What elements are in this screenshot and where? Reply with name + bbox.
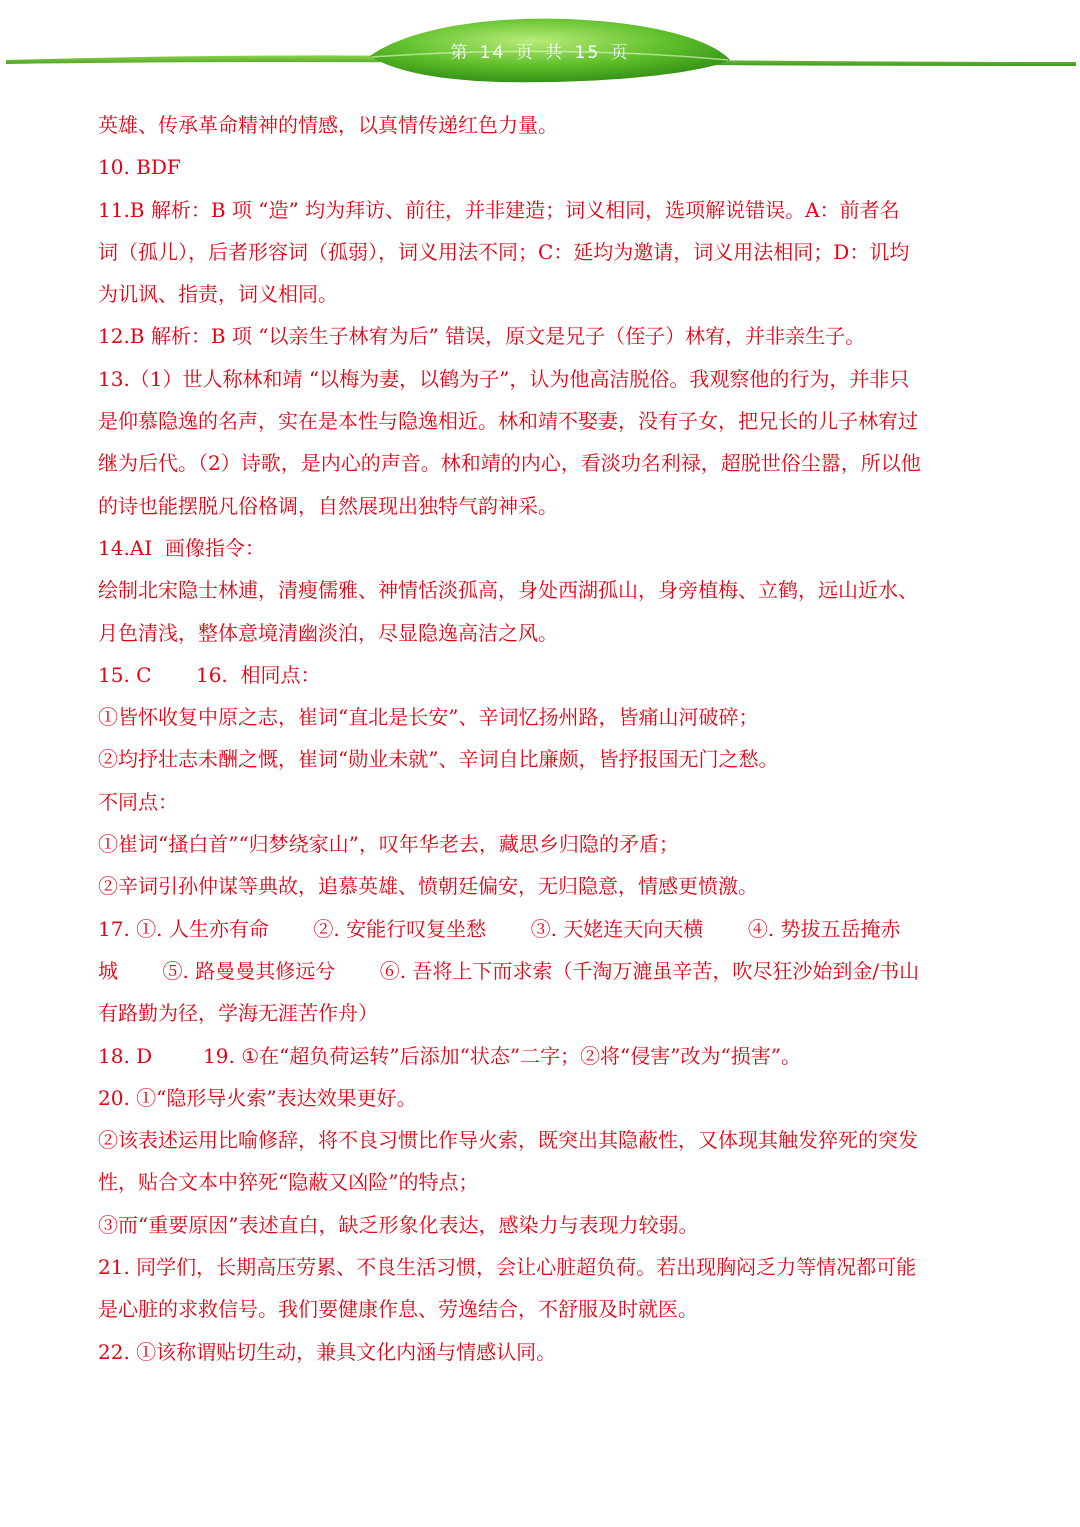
text-line: 是心脏的求救信号。我们要健康作息、劳逸结合，不舒服及时就医。 (98, 1297, 698, 1322)
text-line: 是仰慕隐逸的名声，实在是本性与隐逸相近。林和靖不娶妻，没有子女，把兄长的儿子林宥过 (98, 409, 918, 434)
text-line: 12.B 解析：B 项 “以亲生子林宥为后” 错误，原文是兄子（侄子）林宥，并非亲生子。 (98, 324, 866, 349)
text-line: 18. D 19. ①在“超负荷运转”后添加“状态”二字；②将“侵害”改为“损害”。 (98, 1043, 801, 1068)
answer-text-body (98, 104, 984, 1373)
text-line: 绘制北宋隐士林逋，清瘦儒雅、神情恬淡孤高，身处西湖孤山，身旁植梅、立鹤，远山近水、 (98, 578, 918, 603)
text-line: 13.（1）世人称林和靖 “以梅为妻，以鹤为子”，认为他高洁脱俗。我观察他的行为，并非只 (98, 366, 910, 391)
text-line: ②该表述运用比喻修辞，将不良习惯比作导火索，既突出其隐蔽性，又体现其触发猝死的突发 (98, 1128, 918, 1153)
page-header (0, 0, 1080, 100)
text-line: 性，贴合文本中猝死“隐蔽又凶险”的特点； (98, 1170, 479, 1195)
text-line: 有路勤为径，学海无涯苦作舟） (98, 1001, 378, 1026)
page-number: 第 14 页 共 15 页 (450, 43, 630, 63)
text-line: 10. BDF (98, 155, 181, 180)
text-line: ①皆怀收复中原之志，崔词“直北是长安”、辛词忆扬州路，皆痛山河破碎； (98, 705, 759, 730)
text-line: 22. ①该称谓贴切生动，兼具文化内涵与情感认同。 (98, 1339, 557, 1364)
text-line: 20. ①“隐形导火索”表达效果更好。 (98, 1085, 417, 1110)
text-line: 21. 同学们，长期高压劳累、不良生活习惯，会让心脏超负荷。若出现胸闷乏力等情况都可能 (98, 1255, 917, 1280)
text-line: 英雄、传承革命精神的情感，以真情传递红色力量。 (98, 113, 558, 137)
text-line: 为讥讽、指责，词义相同。 (98, 282, 338, 307)
text-line: ①崔词“搔白首”“归梦绕家山”，叹年华老去，藏思乡归隐的矛盾； (98, 832, 679, 857)
text-line: 城 ⑤. 路曼曼其修远兮 ⑥. 吾将上下而求索（千淘万漉虽辛苦，吹尽狂沙始到金/书山 (98, 958, 920, 983)
text-line: 继为后代。（2）诗歌，是内心的声音。林和靖的内心，看淡功名利禄，超脱世俗尘嚣，所以他 (98, 451, 921, 476)
text-line: 不同点： (98, 789, 178, 814)
text-line: 词（孤儿），后者形容词（孤弱），词义用法不同；C：延均为邀请，词义用法相同；D：讥均 (98, 239, 910, 264)
text-line: 月色清浅，整体意境清幽淡泊，尽显隐逸高洁之风。 (98, 620, 558, 645)
text-line: 15. C 16. 相同点： (98, 662, 321, 687)
text-line: 17. ①. 人生亦有命 ②. 安能行叹复坐愁 ③. 天姥连天向天横 ④. 势拔五岳掩赤 (98, 916, 901, 941)
text-line: 的诗也能摆脱凡俗格调，自然展现出独特气韵神采。 (98, 493, 558, 518)
text-line: ③而“重要原因”表述直白，缺乏形象化表达，感染力与表现力较弱。 (98, 1212, 699, 1237)
text-line: ②均抒壮志未酬之慨，崔词“勋业未就”、辛词自比廉颇，皆抒报国无门之愁。 (98, 747, 779, 772)
text-line: ②辛词引孙仲谋等典故，追慕英雄、愤朝廷偏安，无归隐意，情感更愤激。 (98, 874, 758, 899)
text-line: 14.AI 画像指令： (98, 535, 265, 560)
text-line: 11.B 解析：B 项 “造” 均为拜访、前往，并非建造；词义相同，选项解说错误。A：前者名 (98, 197, 900, 222)
